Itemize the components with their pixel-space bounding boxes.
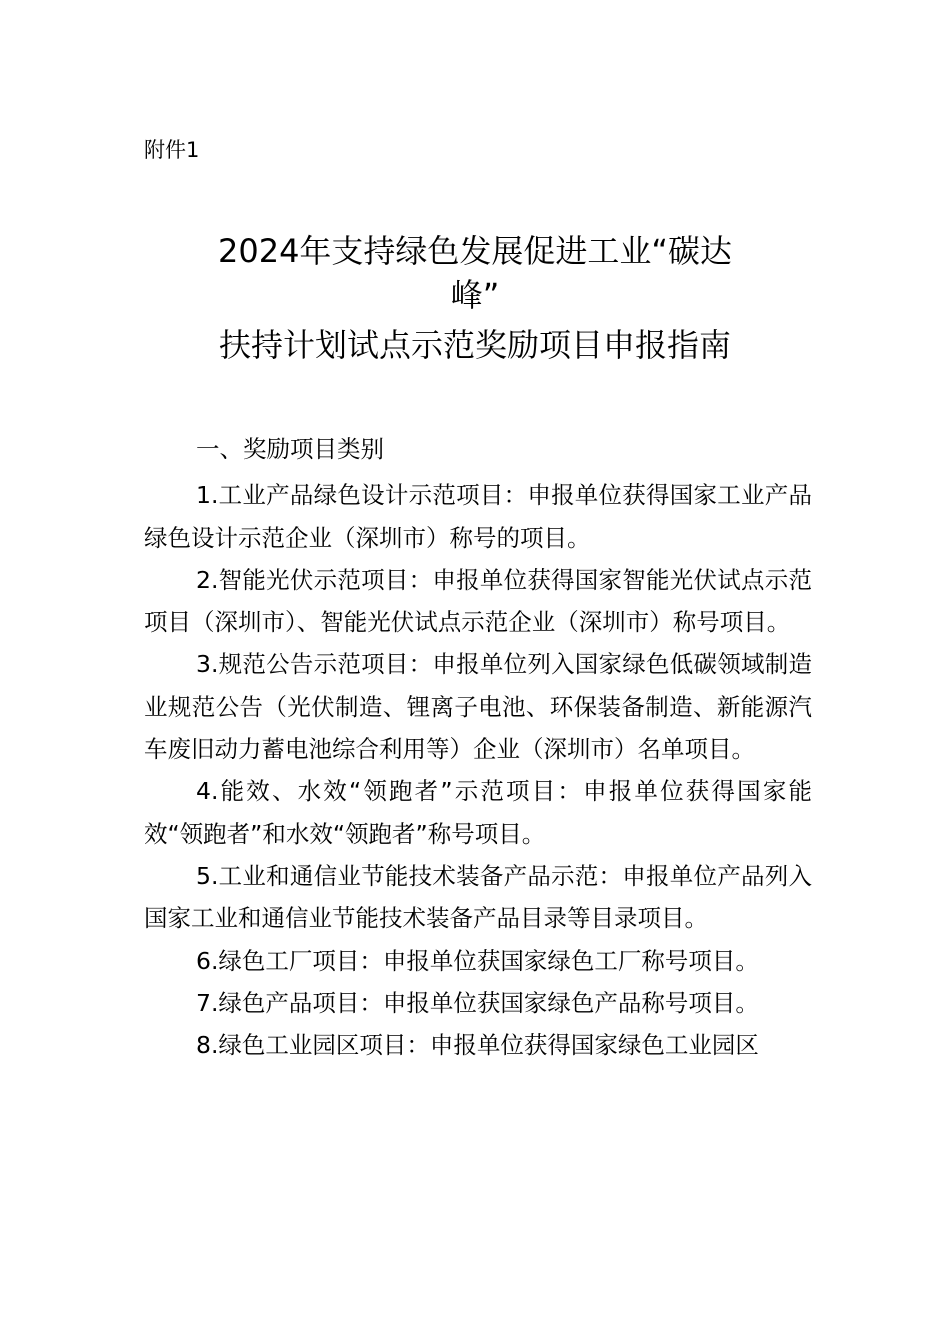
list-item: 1.工业产品绿色设计示范项目：申报单位获得国家工业产品绿色设计示范企业（深圳市）称号的项目。: [144, 481, 812, 552]
title-line-2: 峰”: [450, 276, 500, 314]
list-item: 5.工业和通信业节能技术装备产品示范：申报单位产品列入国家工业和通信业节能技术装备产品目录等目录项目。: [144, 861, 812, 933]
list-item: 7.绿色产品项目：申报单位获国家绿色产品称号项目。: [196, 988, 759, 1017]
list-item: 8.绿色工业园区项目：申报单位获得国家绿色工业园区: [196, 1031, 759, 1060]
list-item: 2.智能光伏示范项目：申报单位获得国家智能光伏试点示范项目（深圳市）、智能光伏试点示范企业（深圳市）称号项目。: [144, 565, 812, 637]
title-line-1: 2024年支持绿色发展促进工业“碳达: [217, 232, 733, 270]
document-title: [175, 228, 775, 368]
list-item: 3.规范公告示范项目：申报单位列入国家绿色低碳领域制造业规范公告（光伏制造、锂离子电池、环保装备制造、新能源汽车废旧动力蓄电池综合利用等）企业（深圳市）名单项目。: [144, 650, 812, 764]
section-heading: 一、奖励项目类别: [196, 435, 384, 463]
document-body: [144, 428, 812, 1066]
list-item: 4.能效、水效“领跑者”示范项目：申报单位获得国家能效“领跑者”和水效“领跑者”称号项目。: [144, 777, 812, 848]
title-line-3: 扶持计划试点示范奖励项目申报指南: [218, 326, 731, 364]
list-item: 6.绿色工厂项目：申报单位获国家绿色工厂称号项目。: [196, 946, 759, 975]
attachment-label: 附件1: [144, 138, 200, 162]
